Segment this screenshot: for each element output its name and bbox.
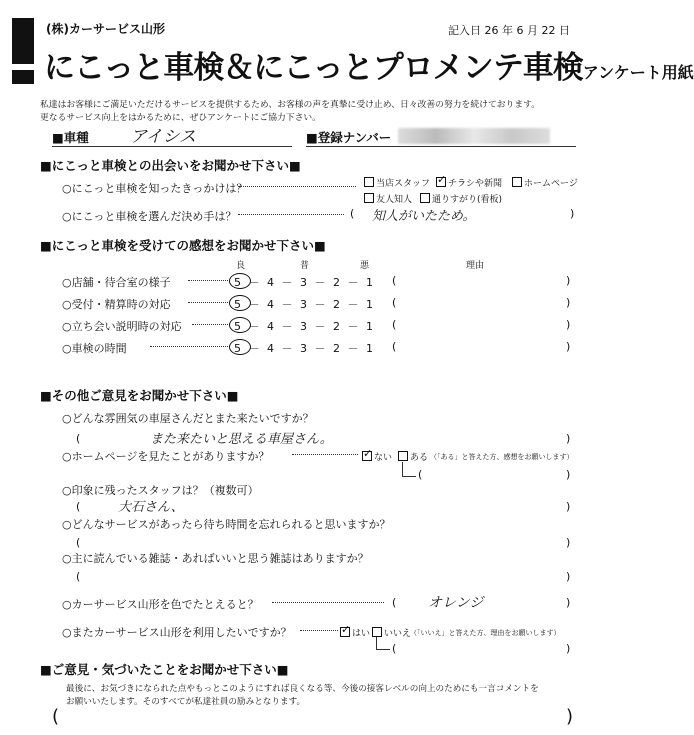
sec1-a2[interactable]: 知人がいたため。 <box>372 209 476 224</box>
company-name: (株)カーサービス山形 <box>46 22 165 36</box>
sec1-q2: ○にこっと車検を選んだ決め手は？ <box>62 210 237 223</box>
option-flyer[interactable]: ✓ チラシや新聞 <box>437 173 503 189</box>
sec2-heading: ■にこっと車検を受けての感想をお聞かせ下さい■ <box>40 238 326 253</box>
checkbox-checked-icon[interactable]: ✓ <box>341 623 351 636</box>
hp-yes-option[interactable]: ある <box>398 450 428 463</box>
sec3-heading: ■その他ご意見をお聞かせ下さい■ <box>40 388 239 403</box>
sec3-q5: ○主に読んでいる雑誌・あればいいと思う雑誌はありますか？ <box>62 552 369 565</box>
intro-line-2: 更なるサービス向上をはかるために、ぜひアンケートにご協力下さい。 <box>40 113 321 123</box>
col-reason: 理由 <box>466 261 485 271</box>
checkbox-icon[interactable] <box>364 177 374 187</box>
sec3-q7: ○またカーサービス山形を利用したいですか？ <box>62 626 292 639</box>
checkbox-icon[interactable] <box>364 193 374 203</box>
entry-date: 記入日 26 年 6 月 22 日 <box>448 24 570 37</box>
rating-item-label: ○受付・精算時の対応 <box>62 298 171 311</box>
rating-scale[interactable]: 5 － 4 － 3 － 2 － 1 <box>234 342 375 355</box>
col-good: 良 <box>236 261 246 271</box>
intro-line-1: 私達はお客様にご満足いただけるサービスを提供するため、お客様の声を真摯に受け止め、日々改善の努力を続けております。 <box>40 100 541 110</box>
sec4-text-2: お願いいたします。そのすべてが私達社員の励みとなります。 <box>66 697 306 707</box>
rating-scale[interactable]: 5 － 4 － 3 － 2 － 1 <box>234 298 375 311</box>
sec3-a3[interactable]: 大石さん、 <box>118 500 184 515</box>
option-staff[interactable]: 当店スタッフ <box>364 176 430 189</box>
hp-yes-note: （「ある」と答えた方、感想をお願いします） <box>430 453 574 461</box>
option-friend[interactable]: 友人知人 <box>364 192 412 205</box>
rating-scale[interactable]: 5 － 4 － 3 － 2 － 1 <box>234 320 375 333</box>
vehicle-model-label: ■車種 <box>52 130 89 145</box>
exclamation-dot-icon <box>12 70 34 84</box>
plate-redacted <box>398 128 550 144</box>
checkbox-icon[interactable] <box>372 627 382 637</box>
sec3-a6[interactable]: オレンジ <box>428 595 484 611</box>
reuse-yes-option[interactable]: ✓ はい <box>341 623 371 639</box>
rating-scale[interactable]: 5 － 4 － 3 － 2 － 1 <box>234 276 375 289</box>
sec4-text-1: 最後に、お気づきになられた点やもっとこのようにすれば良くなる等、今後の接客レベルの向上のためにも一言コメントを <box>66 684 539 694</box>
sec3-q6: ○カーサービス山形を色でたとえると？ <box>62 598 259 611</box>
sec3-q3: ○印象に残ったスタッフは？（複数可） <box>62 484 259 497</box>
selected-circle-icon <box>229 273 251 289</box>
page-title: にこっと車検＆にこっとプロメンテ車検アンケート用紙 <box>44 50 694 86</box>
exclamation-bar-icon <box>12 18 34 64</box>
sec3-q2: ○ホームページを見たことがありますか？ <box>62 450 270 463</box>
sec3-q1: ○どんな雰囲気の車屋さんだとまた来たいですか？ <box>62 412 314 425</box>
plate-label: ■登録ナンバー <box>306 130 392 145</box>
selected-circle-icon <box>229 295 251 311</box>
col-normal: 普 <box>300 261 310 271</box>
rating-item-label: ○店舗・待合室の様子 <box>62 276 171 289</box>
sec3-a1[interactable]: また来たいと思える車屋さん。 <box>150 432 333 447</box>
option-homepage[interactable]: ホームページ <box>512 176 578 189</box>
checkbox-icon[interactable] <box>398 451 408 461</box>
checkbox-icon[interactable] <box>512 177 522 187</box>
checkbox-checked-icon[interactable]: ✓ <box>437 173 447 186</box>
checkbox-icon[interactable] <box>420 193 430 203</box>
sec1-q1: ○にこっと車検を知ったきっかけは？ <box>62 182 248 195</box>
rating-item-label: ○立ち会い説明時の対応 <box>62 320 182 333</box>
col-bad: 悪 <box>360 261 370 271</box>
hp-no-option[interactable]: ✓ ない <box>363 447 393 463</box>
vehicle-model-value[interactable]: アイシス <box>130 127 196 147</box>
reuse-no-option[interactable]: いいえ <box>372 626 411 639</box>
sec3-q4: ○どんなサービスがあったら待ち時間を忘れられると思いますか？ <box>62 518 391 531</box>
sec4-heading: ■ご意見・気づいたことをお聞かせ下さい■ <box>40 662 289 677</box>
checkbox-checked-icon[interactable]: ✓ <box>363 447 373 460</box>
selected-circle-icon <box>229 339 251 355</box>
rating-item-label: ○車検の時間 <box>62 342 127 355</box>
reuse-no-note: （「いいえ」と答えた方、理由をお願いします） <box>410 629 561 637</box>
sec1-heading: ■にこっと車検との出会いをお聞かせ下さい■ <box>40 158 301 173</box>
comment-field[interactable] <box>66 716 562 730</box>
selected-circle-icon <box>229 317 251 333</box>
option-passing[interactable]: 通りすがり(看板) <box>420 192 502 205</box>
